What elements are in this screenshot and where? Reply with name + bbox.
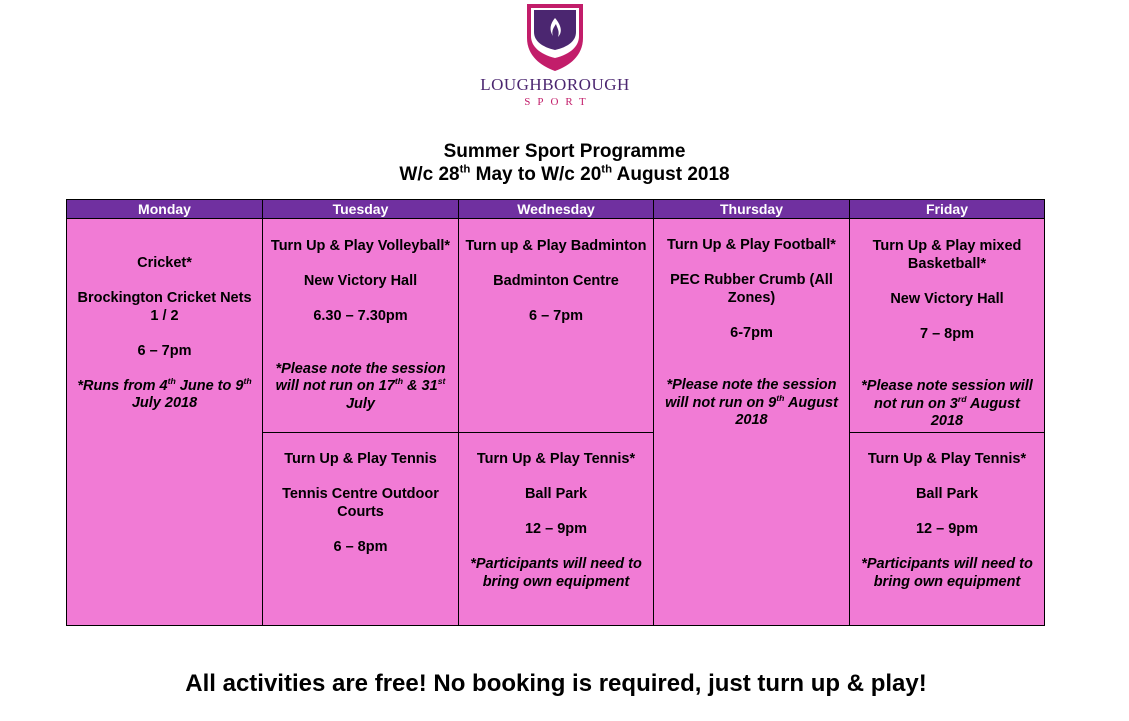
divider bbox=[849, 432, 1044, 433]
session-note: *Runs from 4th June to 9th July 2018 bbox=[77, 375, 252, 411]
location: New Victory Hall bbox=[303, 273, 418, 289]
activity-name: Turn Up & Play mixed Basketball* bbox=[872, 238, 1022, 272]
loughborough-sport-logo bbox=[470, 0, 640, 112]
session-friday-tennis bbox=[850, 451, 1044, 591]
session-note: *Please note session will not run on 3rd August 2018 bbox=[861, 378, 1033, 429]
time: 12 – 9pm bbox=[524, 521, 588, 537]
activity-name: Turn Up & Play Tennis bbox=[284, 451, 437, 467]
logo-wordmark: LOUGHBOROUGH bbox=[480, 75, 630, 94]
header-wednesday: Wednesday bbox=[459, 200, 653, 218]
session-thursday-football bbox=[654, 237, 849, 430]
session-note: *Participants will need to bring own equipment bbox=[861, 556, 1033, 590]
time: 6.30 – 7.30pm bbox=[313, 308, 408, 324]
divider bbox=[262, 432, 653, 433]
activity-name: Turn Up & Play Tennis* bbox=[867, 451, 1027, 467]
session-friday-basketball bbox=[850, 238, 1044, 431]
time: 12 – 9pm bbox=[915, 521, 979, 537]
activity-name: Turn Up & Play Volleyball* bbox=[270, 238, 451, 254]
time: 6 – 7pm bbox=[137, 342, 192, 359]
activity-name: Turn Up & Play Tennis* bbox=[476, 451, 636, 467]
timetable bbox=[66, 199, 1045, 626]
time: 6 – 8pm bbox=[333, 538, 388, 555]
date-range-title: W/c 28th May to W/c 20th August 2018 bbox=[399, 163, 730, 185]
session-wednesday-badminton bbox=[459, 238, 653, 326]
footer-message: All activities are free! No booking is required, just turn up & play! bbox=[185, 670, 927, 697]
session-wednesday-tennis bbox=[459, 451, 653, 591]
logo-subtitle: SPORT bbox=[524, 96, 593, 108]
session-note: *Please note the session will not run on 17th & 31st July bbox=[275, 360, 446, 412]
header-thursday: Thursday bbox=[654, 200, 849, 218]
page-title: Summer Sport Programme bbox=[443, 141, 686, 162]
location: Ball Park bbox=[915, 486, 979, 502]
session-note: *Please note the session will not run on 9th August 2018 bbox=[665, 377, 838, 428]
location: Ball Park bbox=[524, 486, 588, 502]
header-monday: Monday bbox=[67, 200, 262, 218]
activity-name: Turn up & Play Badminton bbox=[465, 238, 647, 254]
location: Brockington Cricket Nets 1 / 2 bbox=[77, 290, 252, 324]
location: PEC Rubber Crumb (All Zones) bbox=[670, 272, 833, 306]
activity-name: Cricket* bbox=[137, 255, 192, 271]
time: 6-7pm bbox=[730, 324, 773, 341]
time: 6 – 7pm bbox=[529, 308, 583, 324]
activity-name: Turn Up & Play Football* bbox=[667, 237, 836, 253]
location: New Victory Hall bbox=[890, 290, 1004, 307]
session-tuesday-volleyball bbox=[263, 238, 458, 413]
session-tuesday-tennis bbox=[263, 451, 458, 556]
divider bbox=[67, 218, 1044, 219]
session-note: *Participants will need to bring own equipment bbox=[470, 556, 642, 590]
location: Tennis Centre Outdoor Courts bbox=[282, 486, 439, 520]
time: 7 – 8pm bbox=[920, 325, 974, 342]
session-monday-cricket bbox=[67, 255, 262, 413]
header-tuesday: Tuesday bbox=[263, 200, 458, 218]
header-friday: Friday bbox=[850, 200, 1044, 218]
location: Badminton Centre bbox=[493, 273, 619, 289]
flame-shield-icon bbox=[523, 0, 587, 72]
